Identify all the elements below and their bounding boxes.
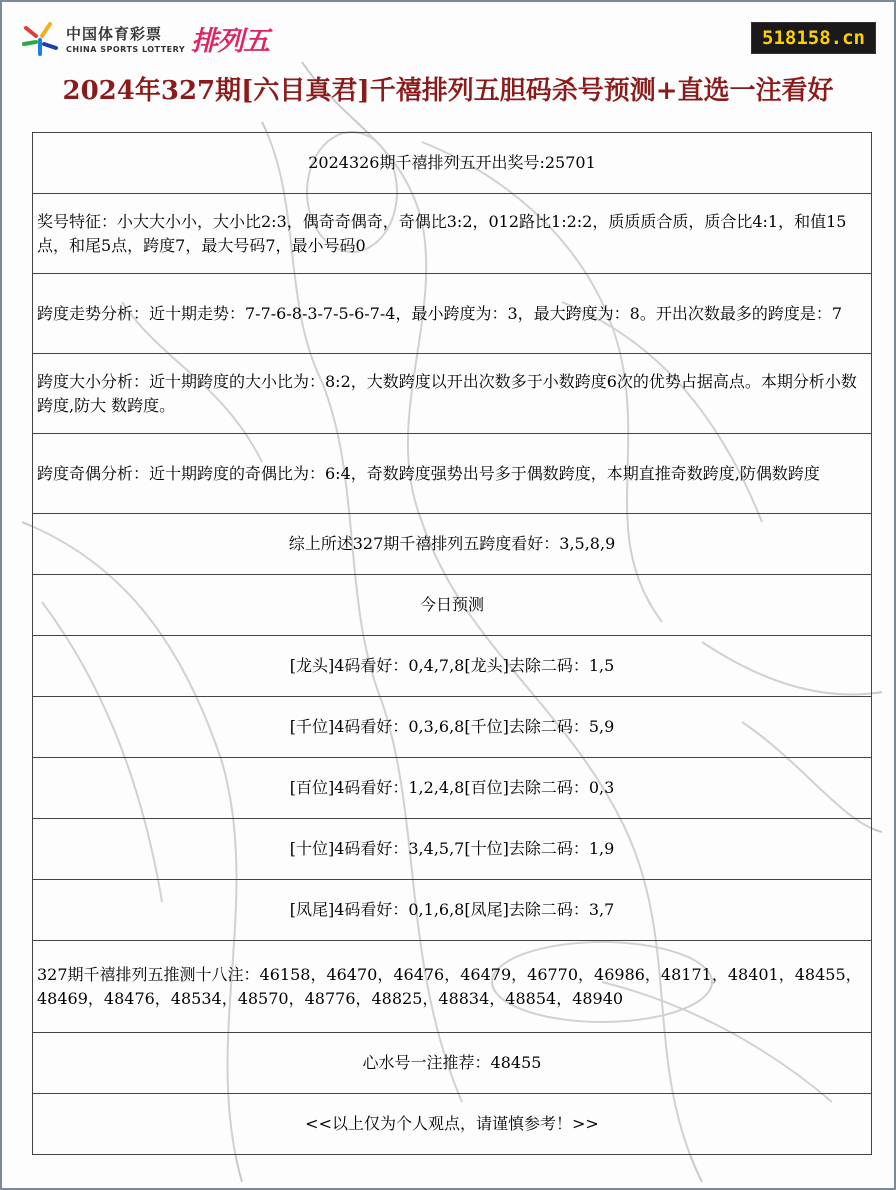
- table-row: [33, 274, 872, 354]
- logo-text-block: [66, 23, 185, 54]
- table-row: [33, 758, 872, 819]
- lottery-star-icon: [20, 18, 60, 58]
- single-pick-cell: 心水号一注推荐：48455: [33, 1033, 872, 1094]
- position-5-cell: [凤尾]4码看好：0,1,6,8[凤尾]去除二码：3,7: [33, 880, 872, 941]
- site-badge[interactable]: 518158.cn: [751, 22, 876, 54]
- table-row: [33, 819, 872, 880]
- table-row: [33, 514, 872, 575]
- table-row: [33, 434, 872, 514]
- table-row: [33, 194, 872, 274]
- table-row: [33, 1033, 872, 1094]
- eighteen-picks-cell: 327期千禧排列五推测十八注：46158，46470，46476，46479，46770，46986，48171，48401，48455，48469，48476，48534，48570，48776，48825，48834，48854，48940: [33, 941, 872, 1033]
- table-row: [33, 1094, 872, 1155]
- position-3-cell: [百位]4码看好：1,2,4,8[百位]去除二码：0,3: [33, 758, 872, 819]
- table-row: [33, 636, 872, 697]
- previous-result-cell: 2024326期千禧排列五开出奖号:25701: [33, 133, 872, 194]
- span-size-cell: 跨度大小分析：近十期跨度的大小比为：8:2，大数跨度以开出次数多于小数跨度6次的优势占据高点。本期分析小数跨度,防大 数跨度。: [33, 354, 872, 434]
- logo-cn-text: 中国体育彩票: [66, 24, 163, 43]
- table-row: [33, 354, 872, 434]
- disclaimer-cell: <<以上仅为个人观点，请谨慎参考！>>: [33, 1094, 872, 1155]
- page-header: [2, 2, 894, 132]
- table-row: [33, 941, 872, 1033]
- span-trend-cell: 跨度走势分析：近十期走势：7-7-6-8-3-7-5-6-7-4，最小跨度为：3，最大跨度为：8。开出次数最多的跨度是：7: [33, 274, 872, 354]
- logo-en-text: CHINA SPORTS LOTTERY: [66, 44, 186, 54]
- page-title: 2024年327期[六目真君]千禧排列五胆码杀号预测+直选一注看好: [62, 76, 834, 106]
- position-4-cell: [十位]4码看好：3,4,5,7[十位]去除二码：1,9: [33, 819, 872, 880]
- position-1-cell: [龙头]4码看好：0,4,7,8[龙头]去除二码：1,5: [33, 636, 872, 697]
- today-heading-cell: 今日预测: [33, 575, 872, 636]
- table-row: [33, 133, 872, 194]
- logo-brand-text: 排列五: [191, 25, 270, 57]
- features-cell: 奖号特征：小大大小小，大小比2:3，偶奇奇偶奇，奇偶比3:2，012路比1:2:2，质质质合质，质合比4:1，和值15点，和尾5点，跨度7，最大号码7，最小号码0: [33, 194, 872, 274]
- lottery-logo: [20, 18, 269, 58]
- table-row: [33, 697, 872, 758]
- summary-cell: 综上所述327期千禧排列五跨度看好：3,5,8,9: [33, 514, 872, 575]
- position-2-cell: [千位]4码看好：0,3,6,8[千位]去除二码：5,9: [33, 697, 872, 758]
- table-row: [33, 880, 872, 941]
- table-row: [33, 575, 872, 636]
- span-parity-cell: 跨度奇偶分析：近十期跨度的奇偶比为：6:4，奇数跨度强势出号多于偶数跨度，本期直推奇数跨度,防偶数跨度: [33, 434, 872, 514]
- prediction-table: [32, 132, 872, 1155]
